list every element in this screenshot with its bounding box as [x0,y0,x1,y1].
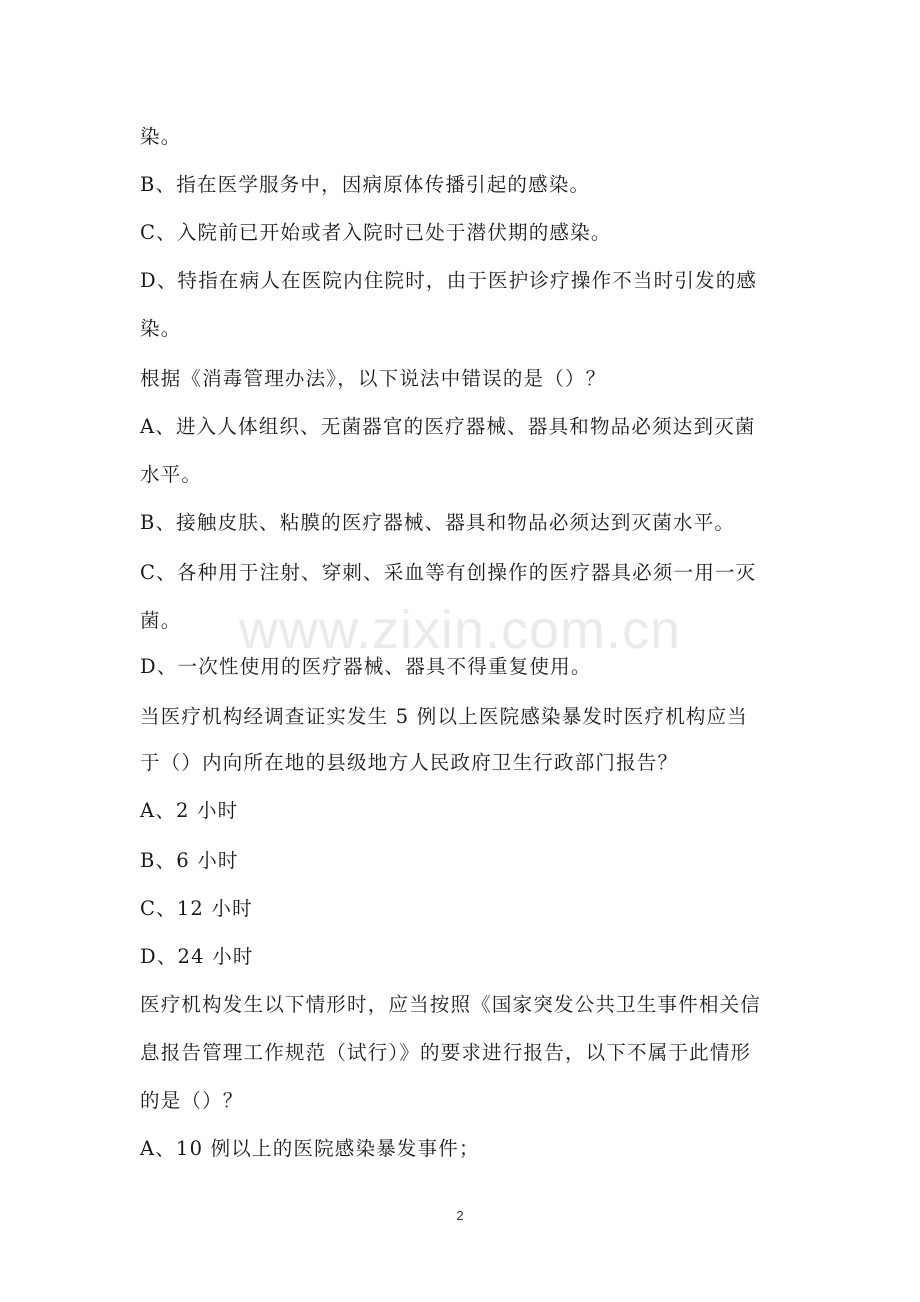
text-line: D、一次性使用的医疗器械、器具不得重复使用。 [140,655,592,678]
option-text: C、12 小时 [140,897,253,920]
text-line: 菌。 [140,609,182,632]
text-line: A、进入人体组织、无菌器官的医疗器械、器具和物品必须达到灭菌 [140,415,756,438]
text-line: 水平。 [140,463,203,486]
text-line: B、指在医学服务中，因病原体传播引起的感染。 [140,173,591,196]
text-line: C、各种用于注射、穿刺、采血等有创操作的医疗器具必须一用一灭 [140,561,757,584]
watermark: www.zixin.com.cn [238,600,682,660]
text-line: B、接触皮肤、粘膜的医疗器械、器具和物品必须达到灭菌水平。 [140,511,736,534]
option-text: B、6 小时 [140,849,239,872]
text-line: 染。 [140,317,182,340]
question-text: 息报告管理工作规范（试行）》的要求进行报告，以下不属于此情形 [140,1041,752,1064]
page-number: 2 [456,1208,464,1223]
option-text: D、24 小时 [140,945,254,968]
question-text: 根据《消毒管理办法》，以下说法中错误的是（）？ [140,367,607,390]
question-text: 的是（）？ [140,1089,244,1112]
option-text: A、10 例以上的医院感染暴发事件； [140,1137,480,1160]
text-line: C、入院前已开始或者入院时已处于潜伏期的感染。 [140,221,612,244]
question-text: 于（）内向所在地的县级地方人民政府卫生行政部门报告？ [140,751,679,774]
text-line: 染。 [140,125,182,148]
question-text: 当医疗机构经调查证实发生 5 例以上医院感染暴发时医疗机构应当 [140,705,749,728]
question-text: 医疗机构发生以下情形时，应当按照《国家突发公共卫生事件相关信 [140,993,762,1016]
option-text: A、2 小时 [140,799,239,822]
text-line: D、特指在病人在医院内住院时，由于医护诊疗操作不当时引发的感 [140,269,758,292]
